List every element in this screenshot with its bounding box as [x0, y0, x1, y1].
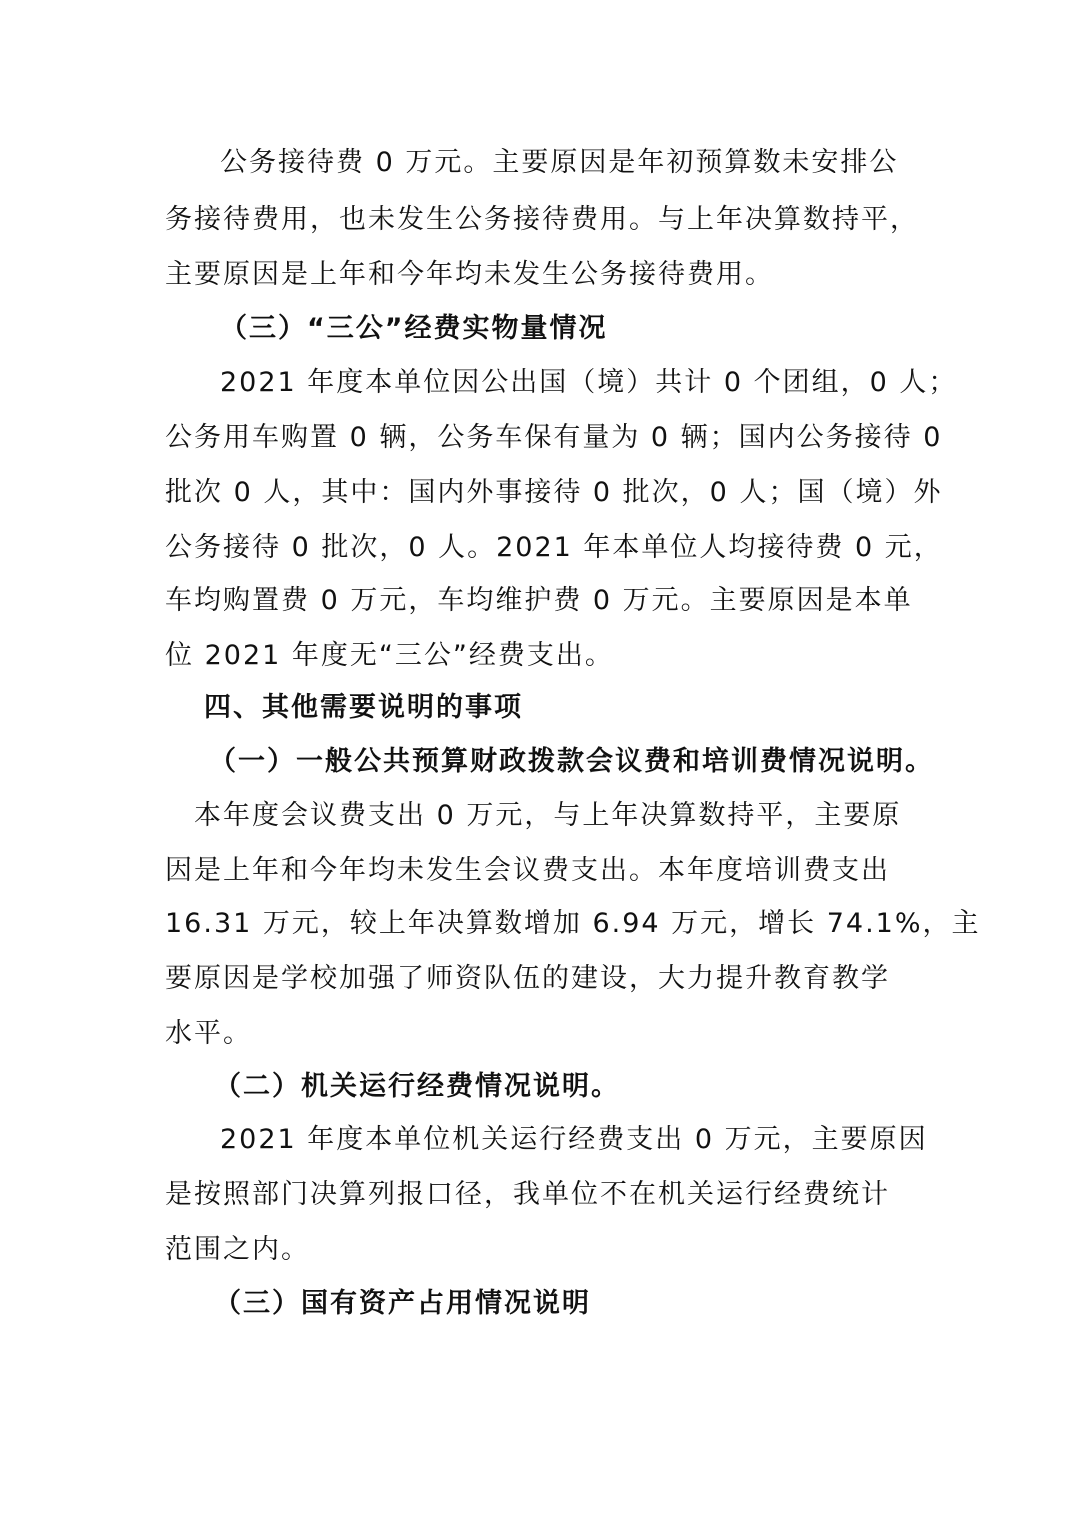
- paragraph-line: 批次 0 人，其中：国内外事接待 0 批次，0 人；国（境）外: [165, 477, 943, 508]
- paragraph-line: 务接待费用，也未发生公务接待费用。与上年决算数持平，: [165, 204, 919, 235]
- paragraph-line: 公务接待 0 批次，0 人。2021 年本单位人均接待费 0 元，: [165, 532, 943, 563]
- subsection-heading: （二）机关运行经费情况说明。: [214, 1071, 620, 1102]
- subsection-heading: （一）一般公共预算财政拨款会议费和培训费情况说明。: [209, 746, 934, 777]
- paragraph-line: 公务用车购置 0 辆，公务车保有量为 0 辆；国内公务接待 0: [165, 422, 943, 453]
- paragraph-line: 位 2021 年度无“三公”经费支出。: [165, 640, 614, 671]
- paragraph-line: 16.31 万元，较上年决算数增加 6.94 万元，增长 74.1%，主: [165, 908, 981, 939]
- paragraph-line: 2021 年度本单位机关运行经费支出 0 万元，主要原因: [220, 1124, 928, 1155]
- paragraph-line: 公务接待费 0 万元。主要原因是年初预算数未安排公: [220, 147, 899, 178]
- paragraph-line: 要原因是学校加强了师资队伍的建设，大力提升教育教学: [165, 963, 890, 994]
- paragraph-line: 因是上年和今年均未发生会议费支出。本年度培训费支出: [165, 855, 890, 886]
- section-heading: （三）“三公”经费实物量情况: [220, 313, 608, 344]
- subsection-heading: （三）国有资产占用情况说明: [214, 1288, 591, 1319]
- paragraph-line: 主要原因是上年和今年均未发生公务接待费用。: [165, 259, 774, 290]
- paragraph-line: 本年度会议费支出 0 万元，与上年决算数持平，主要原: [194, 800, 902, 831]
- paragraph-line: 水平。: [165, 1018, 252, 1049]
- paragraph-line: 2021 年度本单位因公出国（境）共计 0 个团组，0 人；: [220, 367, 958, 398]
- paragraph-line: 范围之内。: [165, 1234, 310, 1265]
- paragraph-line: 车均购置费 0 万元，车均维护费 0 万元。主要原因是本单: [165, 585, 913, 616]
- section-heading: 四、其他需要说明的事项: [204, 692, 523, 723]
- paragraph-line: 是按照部门决算列报口径，我单位不在机关运行经费统计: [165, 1179, 890, 1210]
